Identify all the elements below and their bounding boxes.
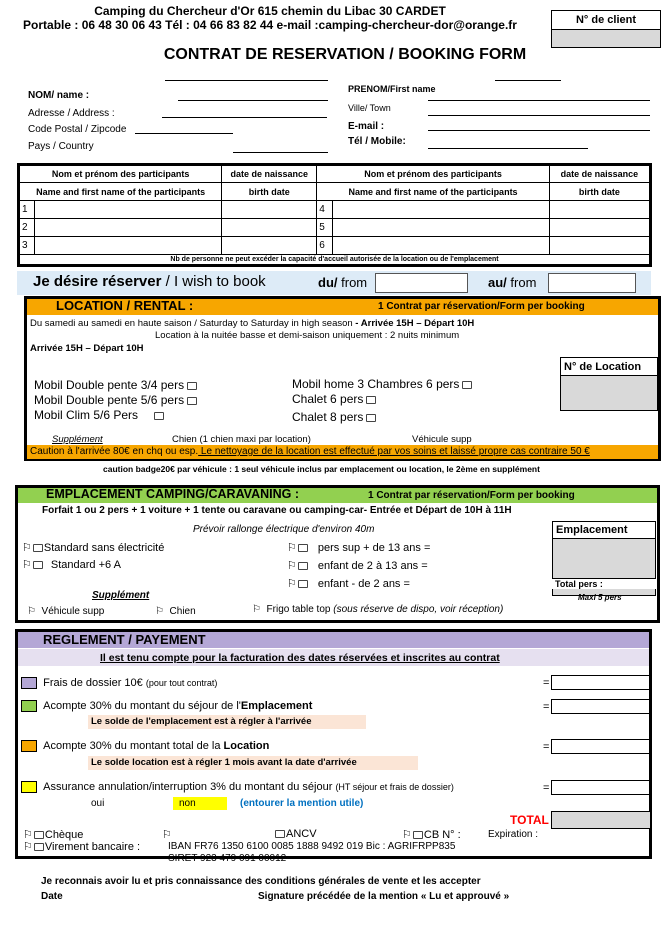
location-color-icon	[21, 740, 37, 752]
option-mobil-3ch[interactable]: Mobil home 3 Chambres 6 pers	[292, 377, 475, 391]
checkbox-icon[interactable]	[33, 561, 43, 569]
pay-virement[interactable]: ⚐ Virement bancaire :	[23, 841, 141, 853]
badge-note: caution badge20€ par véhicule : 1 seul véhicule inclus par emplacement ou location, le 2ème en supplément	[103, 464, 540, 474]
option-enfant-2-13[interactable]: ⚐ enfant de 2 à 13 ans =	[287, 560, 428, 572]
checkbox-icon[interactable]	[462, 381, 472, 389]
camping-contract: 1 Contrat par réservation/Form per booking	[368, 490, 575, 501]
col-birth-fr-2: date de naissance	[549, 165, 650, 183]
emplacement-color-icon	[21, 700, 37, 712]
rental-line3: Arrivée 15H – Départ 10H	[30, 343, 144, 354]
checkbox-icon[interactable]	[33, 544, 43, 552]
rental-vehicule[interactable]: Véhicule supp	[412, 434, 472, 445]
participants-table	[17, 163, 652, 267]
prenom-label: PRENOM/First name	[348, 84, 436, 94]
col-birth-fr: date de naissance	[222, 165, 317, 183]
assurance-color-icon	[21, 781, 37, 793]
code-postal-label: Code Postal / Zipcode	[28, 124, 127, 135]
acompte-location-row: Acompte 30% du montant total de la Location	[21, 740, 269, 752]
table-row[interactable]: 1 4	[19, 201, 651, 219]
checkbox-icon[interactable]	[187, 397, 197, 405]
camping-frigo[interactable]: ⚐ Frigo table top (sous réserve de dispo, voir réception)	[252, 604, 504, 615]
camping-rallonge: Prévoir rallonge électrique d'environ 40m	[193, 524, 375, 535]
total-amount[interactable]	[551, 811, 651, 829]
email-field[interactable]	[428, 130, 650, 131]
rental-line2: Location à la nuitée basse et demi-saison uniquement : 2 nuits minimum	[155, 330, 460, 341]
date-to-input[interactable]	[548, 273, 636, 293]
frais-row: Frais de dossier 10€ (pour tout contrat)	[21, 677, 217, 689]
col-name-en-2: Name and first name of the participants	[317, 183, 550, 201]
payment-subtitle: Il est tenu compte pour la facturation des dates réservées et inscrites au contrat	[100, 652, 500, 664]
rental-title: LOCATION / RENTAL :	[56, 298, 194, 313]
col-name-en: Name and first name of the participants	[19, 183, 222, 201]
caution-bar: Caution à l'arrivée 80€ en chq ou esp. Le nettoyage de la location est effectué par vos soins et laissé propre cas contraire 50 €	[27, 445, 658, 459]
participants-note: Nb de personne ne peut excéder la capacité d'accueil autorisée de la location ou de l'emplacement	[19, 255, 651, 266]
checkbox-icon[interactable]	[154, 412, 164, 420]
siret: SIRET 923 479 091 00012	[168, 853, 287, 864]
table-row[interactable]: 2 5	[19, 219, 651, 237]
acompte-location-amount[interactable]	[551, 739, 651, 754]
camping-supplement: Supplément	[92, 590, 150, 601]
assurance-row: Assurance annulation/interruption 3% du montant du séjour (HT séjour et frais de dossier)	[21, 781, 454, 793]
total-label: TOTAL	[510, 813, 549, 827]
camping-vehicule[interactable]: ⚐ Véhicule supp	[27, 606, 105, 617]
option-mobil-34[interactable]: Mobil Double pente 3/4 pers	[34, 378, 200, 392]
option-chalet-8[interactable]: Chalet 8 pers	[292, 410, 379, 424]
solde-emplacement: Le solde de l'emplacement est à régler à l'arrivée	[88, 715, 366, 729]
tel-label: Tél / Mobile:	[348, 136, 406, 147]
page-title: CONTRAT DE RESERVATION / BOOKING FORM	[163, 46, 527, 63]
expiration-label: Expiration :	[488, 829, 539, 840]
prenom-field[interactable]	[428, 100, 650, 101]
iban: IBAN FR76 1350 6100 0085 1888 9492 019 Bic : AGRIFRPP835	[168, 841, 456, 852]
footer-date[interactable]: Date	[41, 891, 63, 902]
option-mobil-clim[interactable]: Mobil Clim 5/6 Pers	[34, 408, 167, 422]
header-address: Camping du Chercheur d'Or 615 chemin du Libac 30 CARDET	[94, 4, 446, 18]
au-label: au/ from	[488, 275, 537, 290]
checkbox-icon[interactable]	[366, 414, 376, 422]
rental-supplement: Supplément	[52, 434, 103, 445]
option-enfant-2[interactable]: ⚐ enfant - de 2 ans =	[287, 578, 410, 590]
option-standard-6a[interactable]: ⚐ Standard +6 A	[22, 559, 121, 571]
tel-field[interactable]	[428, 148, 588, 149]
date-from-input[interactable]	[375, 273, 468, 293]
du-label: du/ from	[318, 275, 368, 290]
pays-field[interactable]	[233, 152, 328, 153]
rental-contract: 1 Contrat par réservation/Form per booking	[378, 301, 585, 312]
maxi-label: Maxi 5 pers	[578, 593, 622, 602]
adresse-field[interactable]	[162, 117, 327, 118]
camping-title: EMPLACEMENT CAMPING/CARAVANING :	[46, 487, 300, 501]
col-birth-en: birth date	[222, 183, 317, 201]
footer-signature[interactable]: Signature précédée de la mention « Lu et approuvé »	[258, 891, 510, 902]
nom-field[interactable]	[178, 100, 328, 101]
rental-line1: Du samedi au samedi en haute saison / Saturday to Saturday in high season - Arrivée 15H – Départ 10H	[30, 318, 475, 329]
code-postal-field[interactable]	[135, 133, 233, 134]
pay-cheque[interactable]: ⚐ Chèque	[23, 829, 84, 841]
option-standard[interactable]: ⚐ Standard sans électricité	[22, 542, 165, 554]
location-number-label: N° de Location	[561, 358, 657, 376]
adresse-label: Adresse / Address :	[28, 108, 115, 119]
checkbox-icon[interactable]	[187, 382, 197, 390]
table-row[interactable]: 3 6	[19, 237, 651, 255]
footer-accept: Je reconnais avoir lu et pris connaissance des conditions générales de vente et les accepter	[41, 876, 481, 887]
option-chalet-6[interactable]: Chalet 6 pers	[292, 392, 379, 406]
location-number-box[interactable]	[560, 357, 658, 411]
pays-label: Pays / Country	[28, 141, 94, 152]
booking-wish: Je désire réserver / I wish to book	[33, 273, 266, 290]
flag-icon[interactable]: ⚐	[162, 829, 172, 841]
header-contact: Portable : 06 48 30 06 43 Tél : 04 66 83 82 44 e-mail :camping-chercheur-dor@orange.fr	[23, 18, 517, 32]
rental-chien[interactable]: Chien (1 chien maxi par location)	[172, 434, 311, 445]
camping-chien[interactable]: ⚐ Chien	[155, 606, 196, 617]
frais-color-icon	[21, 677, 37, 689]
ville-label: Ville/ Town	[348, 103, 391, 113]
client-number-box[interactable]	[551, 10, 661, 48]
option-pers-sup[interactable]: ⚐ pers sup + de 13 ans =	[287, 542, 431, 554]
option-mobil-56[interactable]: Mobil Double pente 5/6 pers	[34, 393, 200, 407]
client-number-label: N° de client	[575, 14, 637, 26]
pay-cb[interactable]: ⚐ CB N° :	[402, 829, 461, 841]
acompte-emplacement-row: Acompte 30% du montant du séjour de l'Emplacement	[21, 700, 312, 712]
col-name-fr-2: Nom et prénom des participants	[317, 165, 550, 183]
total-pers-label: Total pers :	[552, 578, 656, 589]
client-number-field[interactable]	[552, 29, 660, 47]
nom-label: NOM/ name :	[28, 90, 90, 101]
camping-forfait: Forfait 1 ou 2 pers + 1 voiture + 1 tente ou caravane ou camping-car- Entrée et Départ de 10H à 11H	[42, 505, 512, 516]
checkbox-icon[interactable]	[298, 580, 308, 588]
email-label: E-mail :	[348, 121, 385, 132]
payment-title: REGLEMENT / PAYEMENT	[43, 632, 206, 647]
pay-ancv[interactable]: ANCV	[274, 828, 317, 840]
col-name-fr: Nom et prénom des participants	[19, 165, 222, 183]
emplacement-label: Emplacement	[553, 522, 655, 539]
entourer-note: (entourer la mention utile)	[240, 798, 364, 809]
col-birth-en-2: birth date	[549, 183, 650, 201]
assurance-amount[interactable]	[551, 780, 651, 795]
frais-amount[interactable]	[551, 675, 651, 690]
solde-location: Le solde location est à régler 1 mois avant la date d'arrivée	[88, 756, 418, 770]
checkbox-icon[interactable]	[298, 544, 308, 552]
assurance-oui[interactable]: oui	[91, 798, 105, 809]
checkbox-icon[interactable]	[298, 562, 308, 570]
ville-field[interactable]	[428, 115, 650, 116]
checkbox-icon[interactable]	[366, 396, 376, 404]
acompte-emplacement-amount[interactable]	[551, 699, 651, 714]
assurance-non[interactable]: non	[173, 797, 227, 810]
